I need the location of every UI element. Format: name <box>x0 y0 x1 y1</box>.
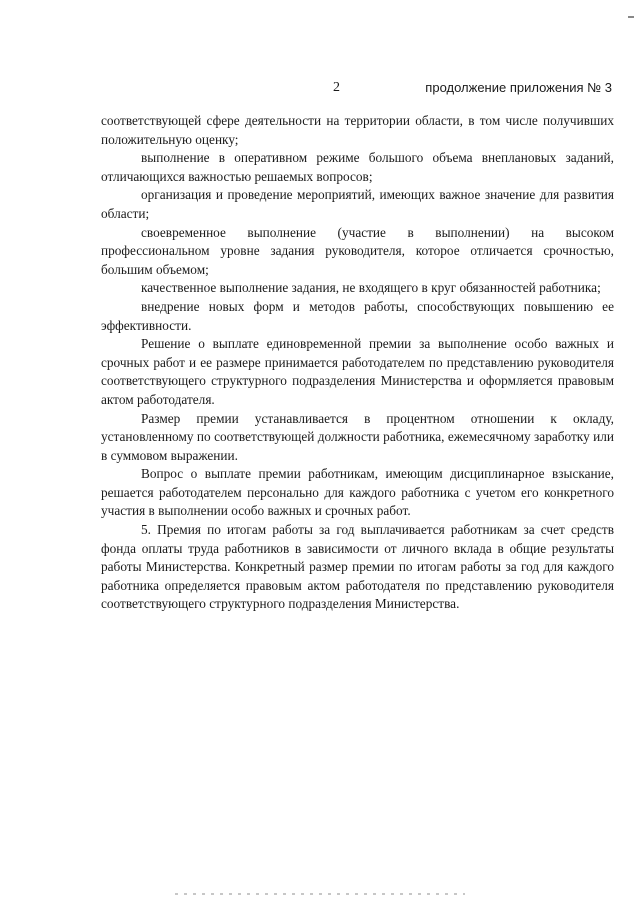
paragraph: своевременное выполнение (участие в выполнении) на высоком профессиональном уровне задания руководителя, которое отличается срочностью, большим объемом; <box>101 224 614 277</box>
paragraph: 5. Премия по итогам работы за год выплачивается работникам за счет средств фонда оплаты труда работников в зависимости от личного вклада в общие результаты работы Министерства. Конкретный размер премии по итогам работы за год для каждого работника определяется правовым актом работодателя по представлению руководителя соответствующего структурного подразделения Министерства. <box>101 522 614 612</box>
scan-mark <box>628 16 634 18</box>
page-number: 2 <box>333 80 340 95</box>
paragraph: внедрение новых форм и методов работы, способствующих повышению ее эффективности. <box>101 298 614 333</box>
paragraph: качественное выполнение задания, не входящего в круг обязанностей работника; <box>141 280 601 296</box>
scan-artifact-line <box>175 893 465 895</box>
document-body <box>101 112 614 614</box>
paragraph: организация и проведение мероприятий, имеющих важное значение для развития области; <box>101 187 614 221</box>
paragraph: соответствующей сфере деятельности на территории области, в том числе получивших положительную оценку; <box>101 113 614 147</box>
paragraph: Решение о выплате единовременной премии за выполнение особо важных и срочных работ и ее размере принимается работодателем по представлению руководителя соответствующего структурного подразделения Министерства и оформляется правовым актом работодателя. <box>101 336 614 407</box>
paragraph: выполнение в оперативном режиме большого объема внеплановых заданий, отличающихся важностью решаемых вопросов; <box>101 150 614 184</box>
paragraph: Вопрос о выплате премии работникам, имеющим дисциплинарное взыскание, решается работодателем персонально для каждого работника с учетом его конкретного участия в выполнении особо важных и срочных работ. <box>101 466 614 519</box>
paragraph: Размер премии устанавливается в процентном отношении к окладу, установленному по соответствующей должности работника, ежемесячному заработку или в суммовом выражении. <box>101 410 614 463</box>
appendix-continuation-note: продолжение приложения № 3 <box>425 80 612 95</box>
